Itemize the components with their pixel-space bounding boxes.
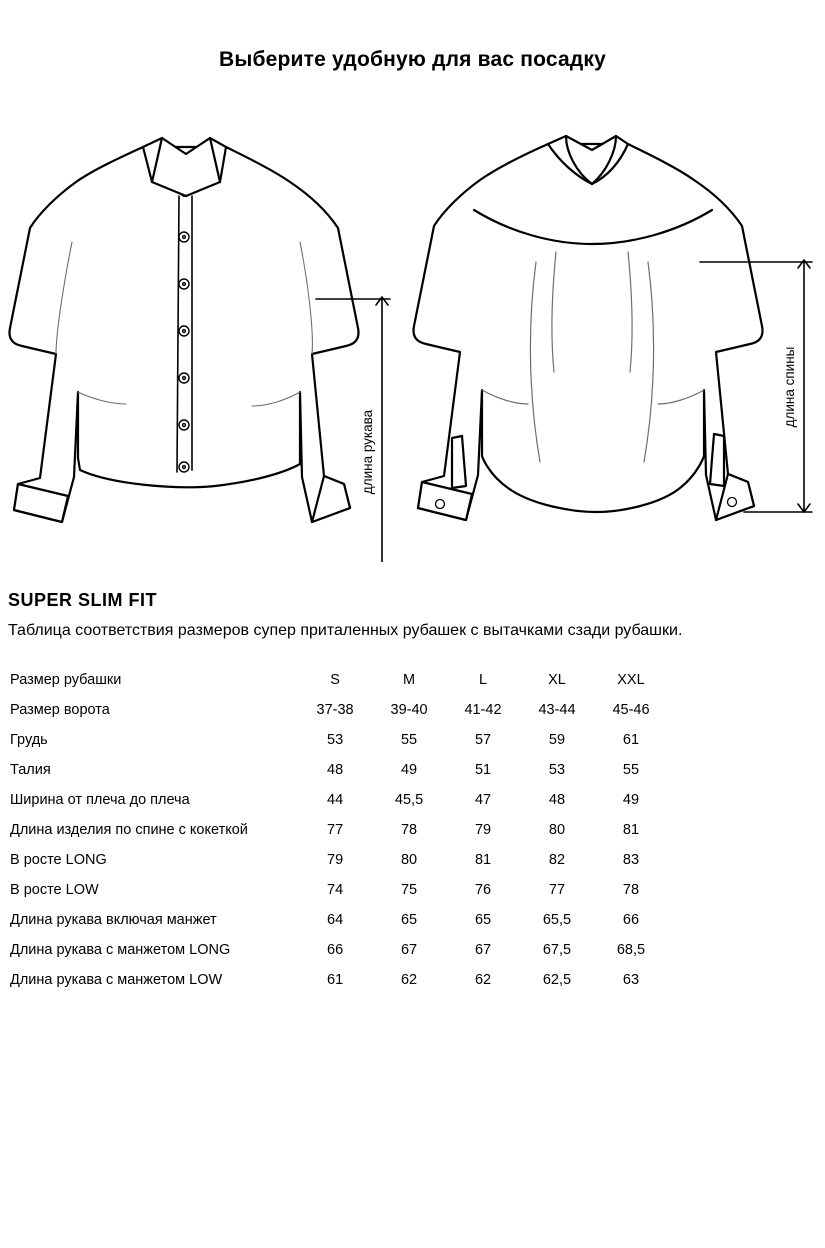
front-shirt-illustration xyxy=(10,138,359,522)
cell-value: 59 xyxy=(548,732,566,748)
fit-description: Таблица соответствия размеров супер приталенных рубашек с вытачками сзади рубашки. xyxy=(8,622,683,639)
row-label: Размер ворота xyxy=(10,702,110,718)
table-row xyxy=(8,875,668,905)
cell-value: 83 xyxy=(622,852,640,868)
cell-value: 55 xyxy=(400,732,418,748)
table-row xyxy=(8,785,668,815)
cell-value: 61 xyxy=(622,732,640,748)
cell-value: 44 xyxy=(327,792,344,808)
row-label: Длина рукава с манжетом LOW xyxy=(10,972,223,988)
cell-value: 81 xyxy=(622,822,640,838)
back-shirt-illustration xyxy=(414,136,763,520)
cell-value: 74 xyxy=(327,882,344,898)
table-header-label: Размер рубашки xyxy=(10,672,122,688)
cell-value: 76 xyxy=(474,882,492,898)
cell-value: 48 xyxy=(327,762,344,778)
cell-value: 55 xyxy=(622,762,640,778)
row-label: Ширина от плеча до плеча xyxy=(10,792,190,808)
cell-value: 57 xyxy=(474,732,492,748)
table-row xyxy=(8,695,668,725)
row-label: Длина рукава с манжетом LONG xyxy=(10,942,231,958)
table-column-s: S xyxy=(330,672,340,688)
cell-value: 81 xyxy=(474,852,492,868)
cell-value: 68,5 xyxy=(616,942,646,958)
cell-value: 66 xyxy=(327,942,344,958)
cell-value: 82 xyxy=(548,852,566,868)
row-label: Талия xyxy=(10,762,51,778)
cell-value: 80 xyxy=(548,822,566,838)
table-row xyxy=(8,845,668,875)
cell-value: 53 xyxy=(548,762,566,778)
table-column-xxl: XXL xyxy=(617,672,645,688)
cell-value: 65,5 xyxy=(542,912,572,928)
cell-value: 67 xyxy=(474,942,492,958)
cell-value: 80 xyxy=(400,852,418,868)
cell-value: 77 xyxy=(327,822,344,838)
cell-value: 62 xyxy=(400,972,418,988)
cell-value: 65 xyxy=(474,912,492,928)
cell-value: 64 xyxy=(327,912,344,928)
row-label: В росте LONG xyxy=(10,852,107,868)
row-label: Длина рукава включая манжет xyxy=(10,912,217,928)
cell-value: 67 xyxy=(400,942,418,958)
table-row xyxy=(8,755,668,785)
table-row xyxy=(8,965,668,995)
cell-value: 61 xyxy=(327,972,344,988)
row-label: Грудь xyxy=(10,732,48,748)
cell-value: 78 xyxy=(622,882,640,898)
table-header-row xyxy=(8,665,668,695)
cell-value: 47 xyxy=(474,792,492,808)
cell-value: 62,5 xyxy=(542,972,572,988)
table-column-xl: XL xyxy=(548,672,566,688)
cell-value: 41-42 xyxy=(464,702,502,718)
cell-value: 65 xyxy=(400,912,418,928)
cell-value: 63 xyxy=(622,972,640,988)
table-row xyxy=(8,905,668,935)
table-column-m: M xyxy=(403,672,416,688)
table-row xyxy=(8,725,668,755)
size-table xyxy=(8,665,668,995)
table-column-l: L xyxy=(478,672,488,688)
back-length-label: длина спины xyxy=(782,346,797,428)
cell-value: 79 xyxy=(474,822,492,838)
cell-value: 77 xyxy=(548,882,566,898)
cell-value: 39-40 xyxy=(390,702,428,718)
page-title: Выберите удобную для вас посадку xyxy=(218,48,607,71)
row-label: Длина изделия по спине с кокеткой xyxy=(10,822,248,838)
cell-value: 79 xyxy=(327,852,344,868)
cell-value: 43-44 xyxy=(538,702,576,718)
cell-value: 51 xyxy=(474,762,492,778)
row-label: В росте LOW xyxy=(10,882,99,898)
cell-value: 48 xyxy=(548,792,566,808)
cell-value: 53 xyxy=(327,732,344,748)
cell-value: 75 xyxy=(400,882,418,898)
cell-value: 67,5 xyxy=(542,942,572,958)
cell-value: 49 xyxy=(622,792,640,808)
size-chart-page xyxy=(0,48,825,1248)
cell-value: 45-46 xyxy=(612,702,650,718)
cell-value: 66 xyxy=(622,912,640,928)
cell-value: 49 xyxy=(400,762,418,778)
table-row xyxy=(8,935,668,965)
fit-name: SUPER SLIM FIT xyxy=(8,590,158,610)
cell-value: 37-38 xyxy=(316,702,354,718)
cell-value: 62 xyxy=(474,972,492,988)
table-row xyxy=(8,815,668,845)
front-sleeve-length-label: длина рукава xyxy=(360,409,375,495)
cell-value: 78 xyxy=(400,822,418,838)
cell-value: 45,5 xyxy=(394,792,424,808)
fit-description-block xyxy=(8,590,825,643)
shirt-illustrations xyxy=(0,92,825,562)
